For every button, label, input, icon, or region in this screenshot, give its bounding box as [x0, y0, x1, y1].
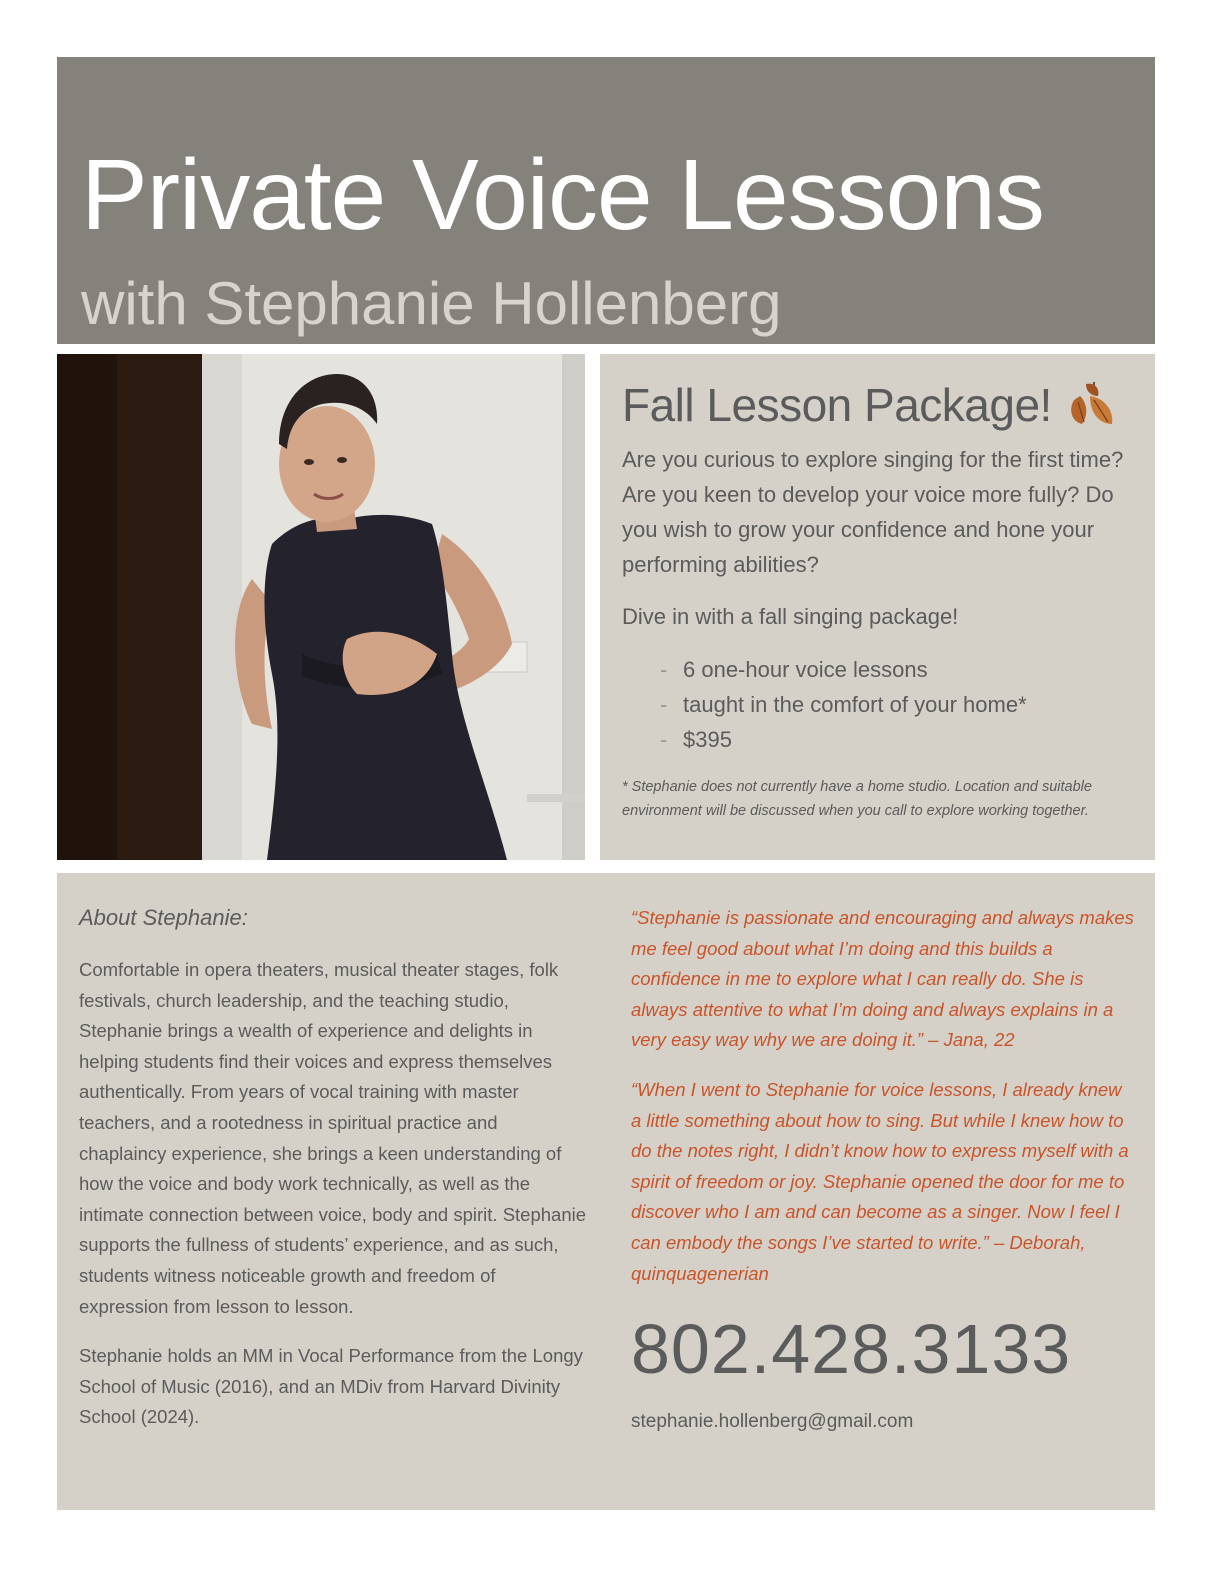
- fall-package-panel: [600, 354, 1155, 860]
- page-subtitle: with Stephanie Hollenberg: [81, 270, 782, 337]
- list-item: [660, 722, 1133, 757]
- list-item: [660, 687, 1133, 722]
- phone-number[interactable]: 802.428.3133: [631, 1310, 1072, 1389]
- package-cta-text: Dive in with a fall singing package!: [622, 604, 959, 629]
- header-banner: [57, 57, 1155, 344]
- about-heading: About Stephanie:: [79, 905, 248, 930]
- testimonials-column: [631, 903, 1136, 1437]
- list-item-text: taught in the comfort of your home*: [683, 692, 1027, 717]
- package-title-row: [622, 376, 1133, 434]
- about-column: [79, 901, 589, 1452]
- package-footnote: * Stephanie does not currently have a home studio. Location and suitable environment will be discussed when you call to explore working together.: [622, 779, 1092, 819]
- list-item: [660, 652, 1133, 687]
- list-item-text: $395: [683, 727, 732, 752]
- email-link[interactable]: stephanie.hollenberg@gmail.com: [631, 1411, 914, 1433]
- testimonial-quote: “Stephanie is passionate and encouraging and always makes me feel good about what I’m doing and this builds a confidence in me to explore what I can really do. She is always attentive to what I’m doing and always explains in a very easy way why we are doing it.” – Jana, 22: [631, 907, 1134, 1051]
- list-dash: -: [660, 657, 668, 682]
- list-item-text: 6 one-hour voice lessons: [683, 657, 928, 682]
- about-credentials: Stephanie holds an MM in Vocal Performance from the Longy School of Music (2016), and an MDiv from Harvard Divinity School (2024).: [79, 1345, 583, 1428]
- page-title: Private Voice Lessons: [81, 139, 1044, 251]
- about-paragraph: Comfortable in opera theaters, musical theater stages, folk festivals, church leadership, and the teaching studio, Stephanie brings a wealth of experience and delights in helping students find their voices and express themselves authentically. From years of vocal training with master teachers, and a rootedness in spiritual practice and chaplaincy experience, she brings a keen understanding of how the voice and body work technically, as well as the intimate connection between voice, body and spirit. Stephanie supports the fullness of students’ experience, and as such, students witness noticeable growth and freedom of expression from lesson to lesson.: [79, 959, 587, 1317]
- list-dash: -: [660, 692, 668, 717]
- list-dash: -: [660, 727, 668, 752]
- about-panel: [57, 873, 1155, 1510]
- teacher-photo: [57, 354, 585, 860]
- testimonial-quote: “When I went to Stephanie for voice lessons, I already knew a little something about how to sing. But while I knew how to do the notes right, I didn’t know how to express myself with a spirit of freedom or joy. Stephanie opened the door for me to discover who I am and can become as a singer. Now I feel I can embody the songs I’ve started to write.” – Deborah, quinquagenerian: [631, 1078, 1129, 1284]
- package-title: Fall Lesson Package!: [622, 379, 1052, 431]
- package-items: [660, 652, 1133, 757]
- autumn-leaves-icon: [1064, 378, 1116, 433]
- package-intro: Are you curious to explore singing for the first time? Are you keen to develop your voice more fully? Do you wish to grow your confidence and hone your performing abilities?: [622, 447, 1124, 577]
